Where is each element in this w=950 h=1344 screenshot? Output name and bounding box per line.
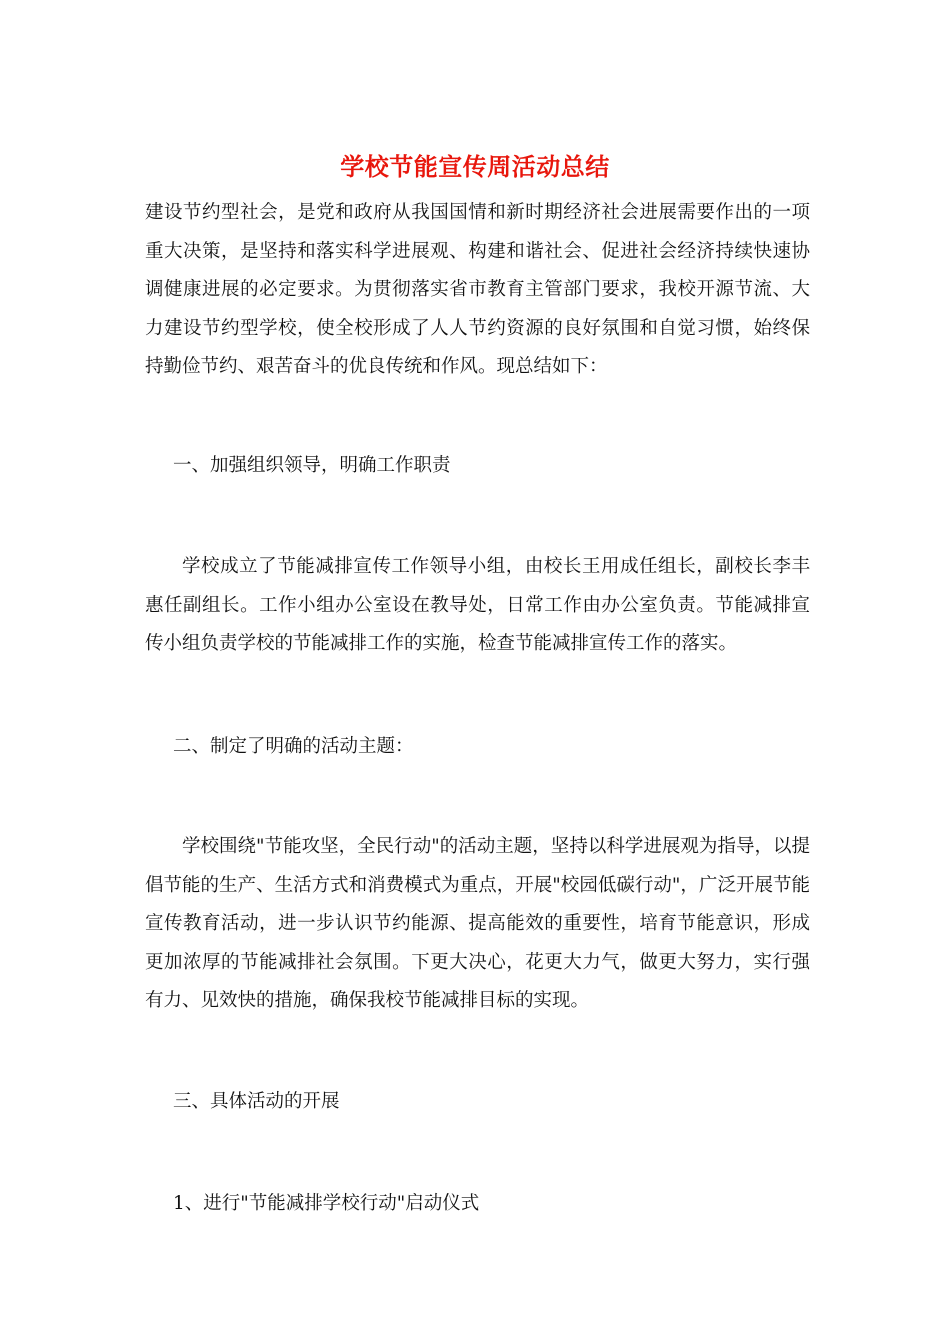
- section-3-heading: 三、具体活动的开展: [173, 1091, 340, 1112]
- document-title: 学校节能宣传周活动总结: [340, 152, 610, 181]
- section-2-paragraph: 学校围绕"节能攻坚，全民行动"的活动主题，坚持以科学进展观为指导，以提倡节能的生产、生活方式和消费模式为重点，开展"校园低碳行动"，广泛开展节能宣传教育活动，进一步认识节约能源、提高能效的重要性，培育节能意识，形成更加浓厚的节能减排社会氛围。下更大决心，花更大力气，做更大努力，实行强有力、见效快的措施，确保我校节能减排目标的实现。: [145, 836, 810, 1011]
- section-3-item-1: 1、进行"节能减排学校行动"启动仪式: [173, 1193, 480, 1214]
- intro-paragraph: 建设节约型社会，是党和政府从我国国情和新时期经济社会进展需要作出的一项重大决策，是坚持和落实科学进展观、构建和谐社会、促进社会经济持续快速协调健康进展的必定要求。为贯彻落实省市教育主管部门要求，我校开源节流、大力建设节约型学校，使全校形成了人人节约资源的良好氛围和自觉习惯，始终保持勤俭节约、艰苦奋斗的优良传统和作风。现总结如下：: [145, 202, 810, 377]
- section-1-paragraph: 学校成立了节能减排宣传工作领导小组，由校长王用成任组长，副校长李丰惠任副组长。工作小组办公室设在教导处，日常工作由办公室负责。节能减排宣传小组负责学校的节能减排工作的实施，检查节能减排宣传工作的落实。: [145, 556, 810, 654]
- section-2-heading: 二、制定了明确的活动主题：: [173, 736, 414, 757]
- section-1-heading: 一、加强组织领导，明确工作职责: [173, 455, 451, 476]
